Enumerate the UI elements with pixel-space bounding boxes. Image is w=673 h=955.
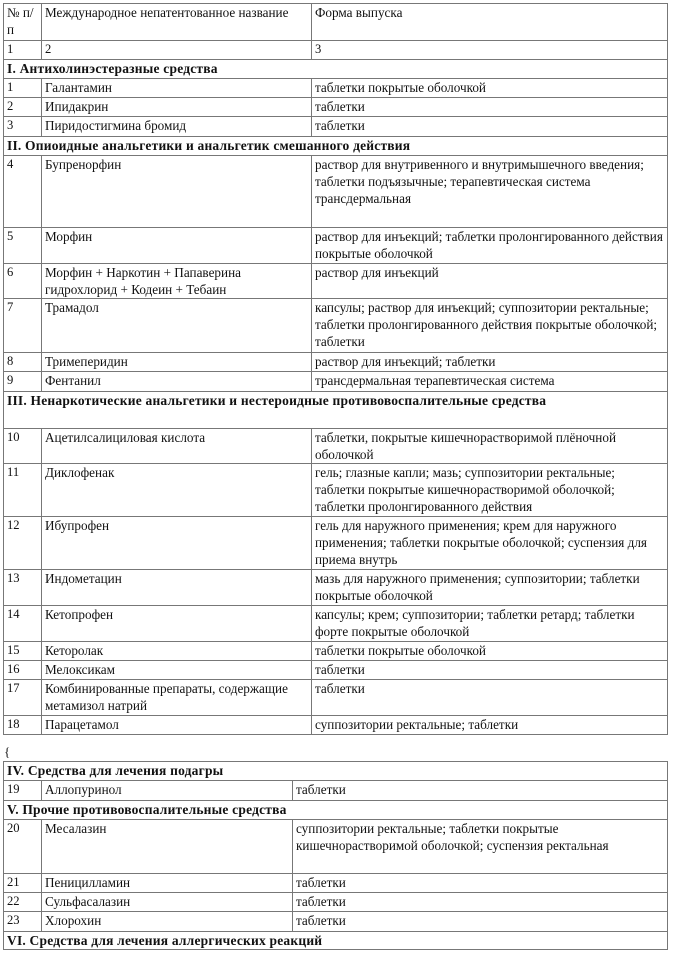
table-row [4, 228, 668, 264]
row-number: 10 [4, 429, 42, 464]
table-row [4, 716, 668, 735]
release-form: мазь для наружного применения; суппозитории; таблетки покрытые оболочкой [312, 570, 668, 606]
table-row [4, 820, 668, 874]
row-number: 2 [4, 98, 42, 117]
row-number: 9 [4, 372, 42, 392]
drug-name: Пиридостигмина бромид [42, 117, 312, 137]
section-title: IV. Средства для лечения подагры [4, 762, 668, 781]
header-num: № п/п [4, 4, 42, 41]
drug-name: Кеторолак [42, 642, 312, 661]
table-row [4, 372, 668, 392]
drug-name: Индометацин [42, 570, 312, 606]
release-form: таблетки [312, 680, 668, 716]
header-form: Форма выпуска [312, 4, 668, 41]
table-row [4, 429, 668, 464]
drug-name: Ибупрофен [42, 517, 312, 570]
row-number: 1 [4, 79, 42, 98]
release-form: таблетки [312, 661, 668, 680]
section-row [4, 801, 668, 820]
drug-name: Галантамин [42, 79, 312, 98]
index-row [4, 41, 668, 60]
drug-name: Сульфасалазин [42, 893, 293, 912]
drug-name: Хлорохин [42, 912, 293, 932]
row-number: 23 [4, 912, 42, 932]
drug-name: Парацетамол [42, 716, 312, 735]
drug-name: Морфин + Наркотин + Папаверина гидрохлорид + Кодеин + Тебаин [42, 264, 312, 299]
drug-name: Комбинированные препараты, содержащие метамизол натрий [42, 680, 312, 716]
release-form: трансдермальная терапевтическая система [312, 372, 668, 392]
table-row [4, 874, 668, 893]
drug-name: Трамадол [42, 299, 312, 353]
table-row [4, 661, 668, 680]
release-form: таблетки покрытые оболочкой [312, 79, 668, 98]
drug-name: Месалазин [42, 820, 293, 874]
table-row [4, 98, 668, 117]
table-row [4, 781, 668, 801]
index-col-3: 3 [312, 41, 668, 60]
release-form: суппозитории ректальные; таблетки [312, 716, 668, 735]
drug-name: Морфин [42, 228, 312, 264]
table-row [4, 156, 668, 228]
row-number: 18 [4, 716, 42, 735]
table-row [4, 680, 668, 716]
row-number: 8 [4, 353, 42, 372]
release-form: таблетки покрытые оболочкой [312, 642, 668, 661]
section-row [4, 60, 668, 79]
table-row [4, 264, 668, 299]
section-title: V. Прочие противовоспалительные средства [4, 801, 668, 820]
row-number: 5 [4, 228, 42, 264]
release-form: таблетки [293, 781, 668, 801]
section-row [4, 932, 668, 950]
section-row [4, 392, 668, 429]
row-number: 20 [4, 820, 42, 874]
row-number: 7 [4, 299, 42, 353]
row-number: 17 [4, 680, 42, 716]
row-number: 15 [4, 642, 42, 661]
table-row [4, 79, 668, 98]
drug-name: Аллопуринол [42, 781, 293, 801]
drug-name: Фентанил [42, 372, 312, 392]
release-form: таблетки [293, 912, 668, 932]
release-form: таблетки [293, 874, 668, 893]
row-number: 14 [4, 606, 42, 642]
drug-name: Ацетилсалициловая кислота [42, 429, 312, 464]
release-form: раствор для инъекций [312, 264, 668, 299]
table-row [4, 642, 668, 661]
release-form: таблетки [312, 117, 668, 137]
release-form: таблетки, покрытые кишечнорастворимой плёночной оболочкой [312, 429, 668, 464]
table-row [4, 353, 668, 372]
row-number: 3 [4, 117, 42, 137]
row-number: 4 [4, 156, 42, 228]
table-row [4, 299, 668, 353]
release-form: суппозитории ректальные; таблетки покрытые кишечнорастворимой оболочкой; суспензия ректальная [293, 820, 668, 874]
release-form: таблетки [312, 98, 668, 117]
drug-table-continued [3, 761, 668, 950]
drug-name: Тримеперидин [42, 353, 312, 372]
drug-name: Диклофенак [42, 464, 312, 517]
table-row [4, 893, 668, 912]
release-form: раствор для внутривенного и внутримышечного введения; таблетки подъязычные; терапевтическая система трансдермальная [312, 156, 668, 228]
row-number: 12 [4, 517, 42, 570]
release-form: гель для наружного применения; крем для наружного применения; таблетки покрытые оболочкой; суспензия для приема внутрь [312, 517, 668, 570]
table-row [4, 117, 668, 137]
section-row [4, 762, 668, 781]
index-col-1: 1 [4, 41, 42, 60]
section-title: II. Опиоидные анальгетики и анальгетик смешанного действия [4, 137, 668, 156]
drug-name: Пеницилламин [42, 874, 293, 893]
table-row [4, 912, 668, 932]
release-form: таблетки [293, 893, 668, 912]
drug-table-main [3, 3, 668, 735]
drug-name: Кетопрофен [42, 606, 312, 642]
row-number: 19 [4, 781, 42, 801]
table-row [4, 517, 668, 570]
section-title: III. Ненаркотические анальгетики и нестероидные противовоспалительные средства [4, 392, 668, 429]
row-number: 6 [4, 264, 42, 299]
separator-brace: { [4, 744, 11, 759]
release-form: капсулы; крем; суппозитории; таблетки ретард; таблетки форте покрытые оболочкой [312, 606, 668, 642]
header-row [4, 4, 668, 41]
header-name: Международное непатентованное название [42, 4, 312, 41]
section-title: VI. Средства для лечения аллергических реакций [4, 932, 668, 950]
table-row [4, 606, 668, 642]
drug-name: Мелоксикам [42, 661, 312, 680]
row-number: 11 [4, 464, 42, 517]
release-form: раствор для инъекций; таблетки пролонгированного действия покрытые оболочкой [312, 228, 668, 264]
row-number: 22 [4, 893, 42, 912]
section-row [4, 137, 668, 156]
index-col-2: 2 [42, 41, 312, 60]
section-title: I. Антихолинэстеразные средства [4, 60, 668, 79]
row-number: 16 [4, 661, 42, 680]
release-form: капсулы; раствор для инъекций; суппозитории ректальные; таблетки пролонгированного действия покрытые оболочкой; таблетки [312, 299, 668, 353]
table-row [4, 464, 668, 517]
row-number: 13 [4, 570, 42, 606]
release-form: гель; глазные капли; мазь; суппозитории ректальные; таблетки покрытые кишечнорастворимой оболочкой; таблетки пролонгированного действия [312, 464, 668, 517]
release-form: раствор для инъекций; таблетки [312, 353, 668, 372]
drug-name: Бупренорфин [42, 156, 312, 228]
table-row [4, 570, 668, 606]
drug-name: Ипидакрин [42, 98, 312, 117]
row-number: 21 [4, 874, 42, 893]
